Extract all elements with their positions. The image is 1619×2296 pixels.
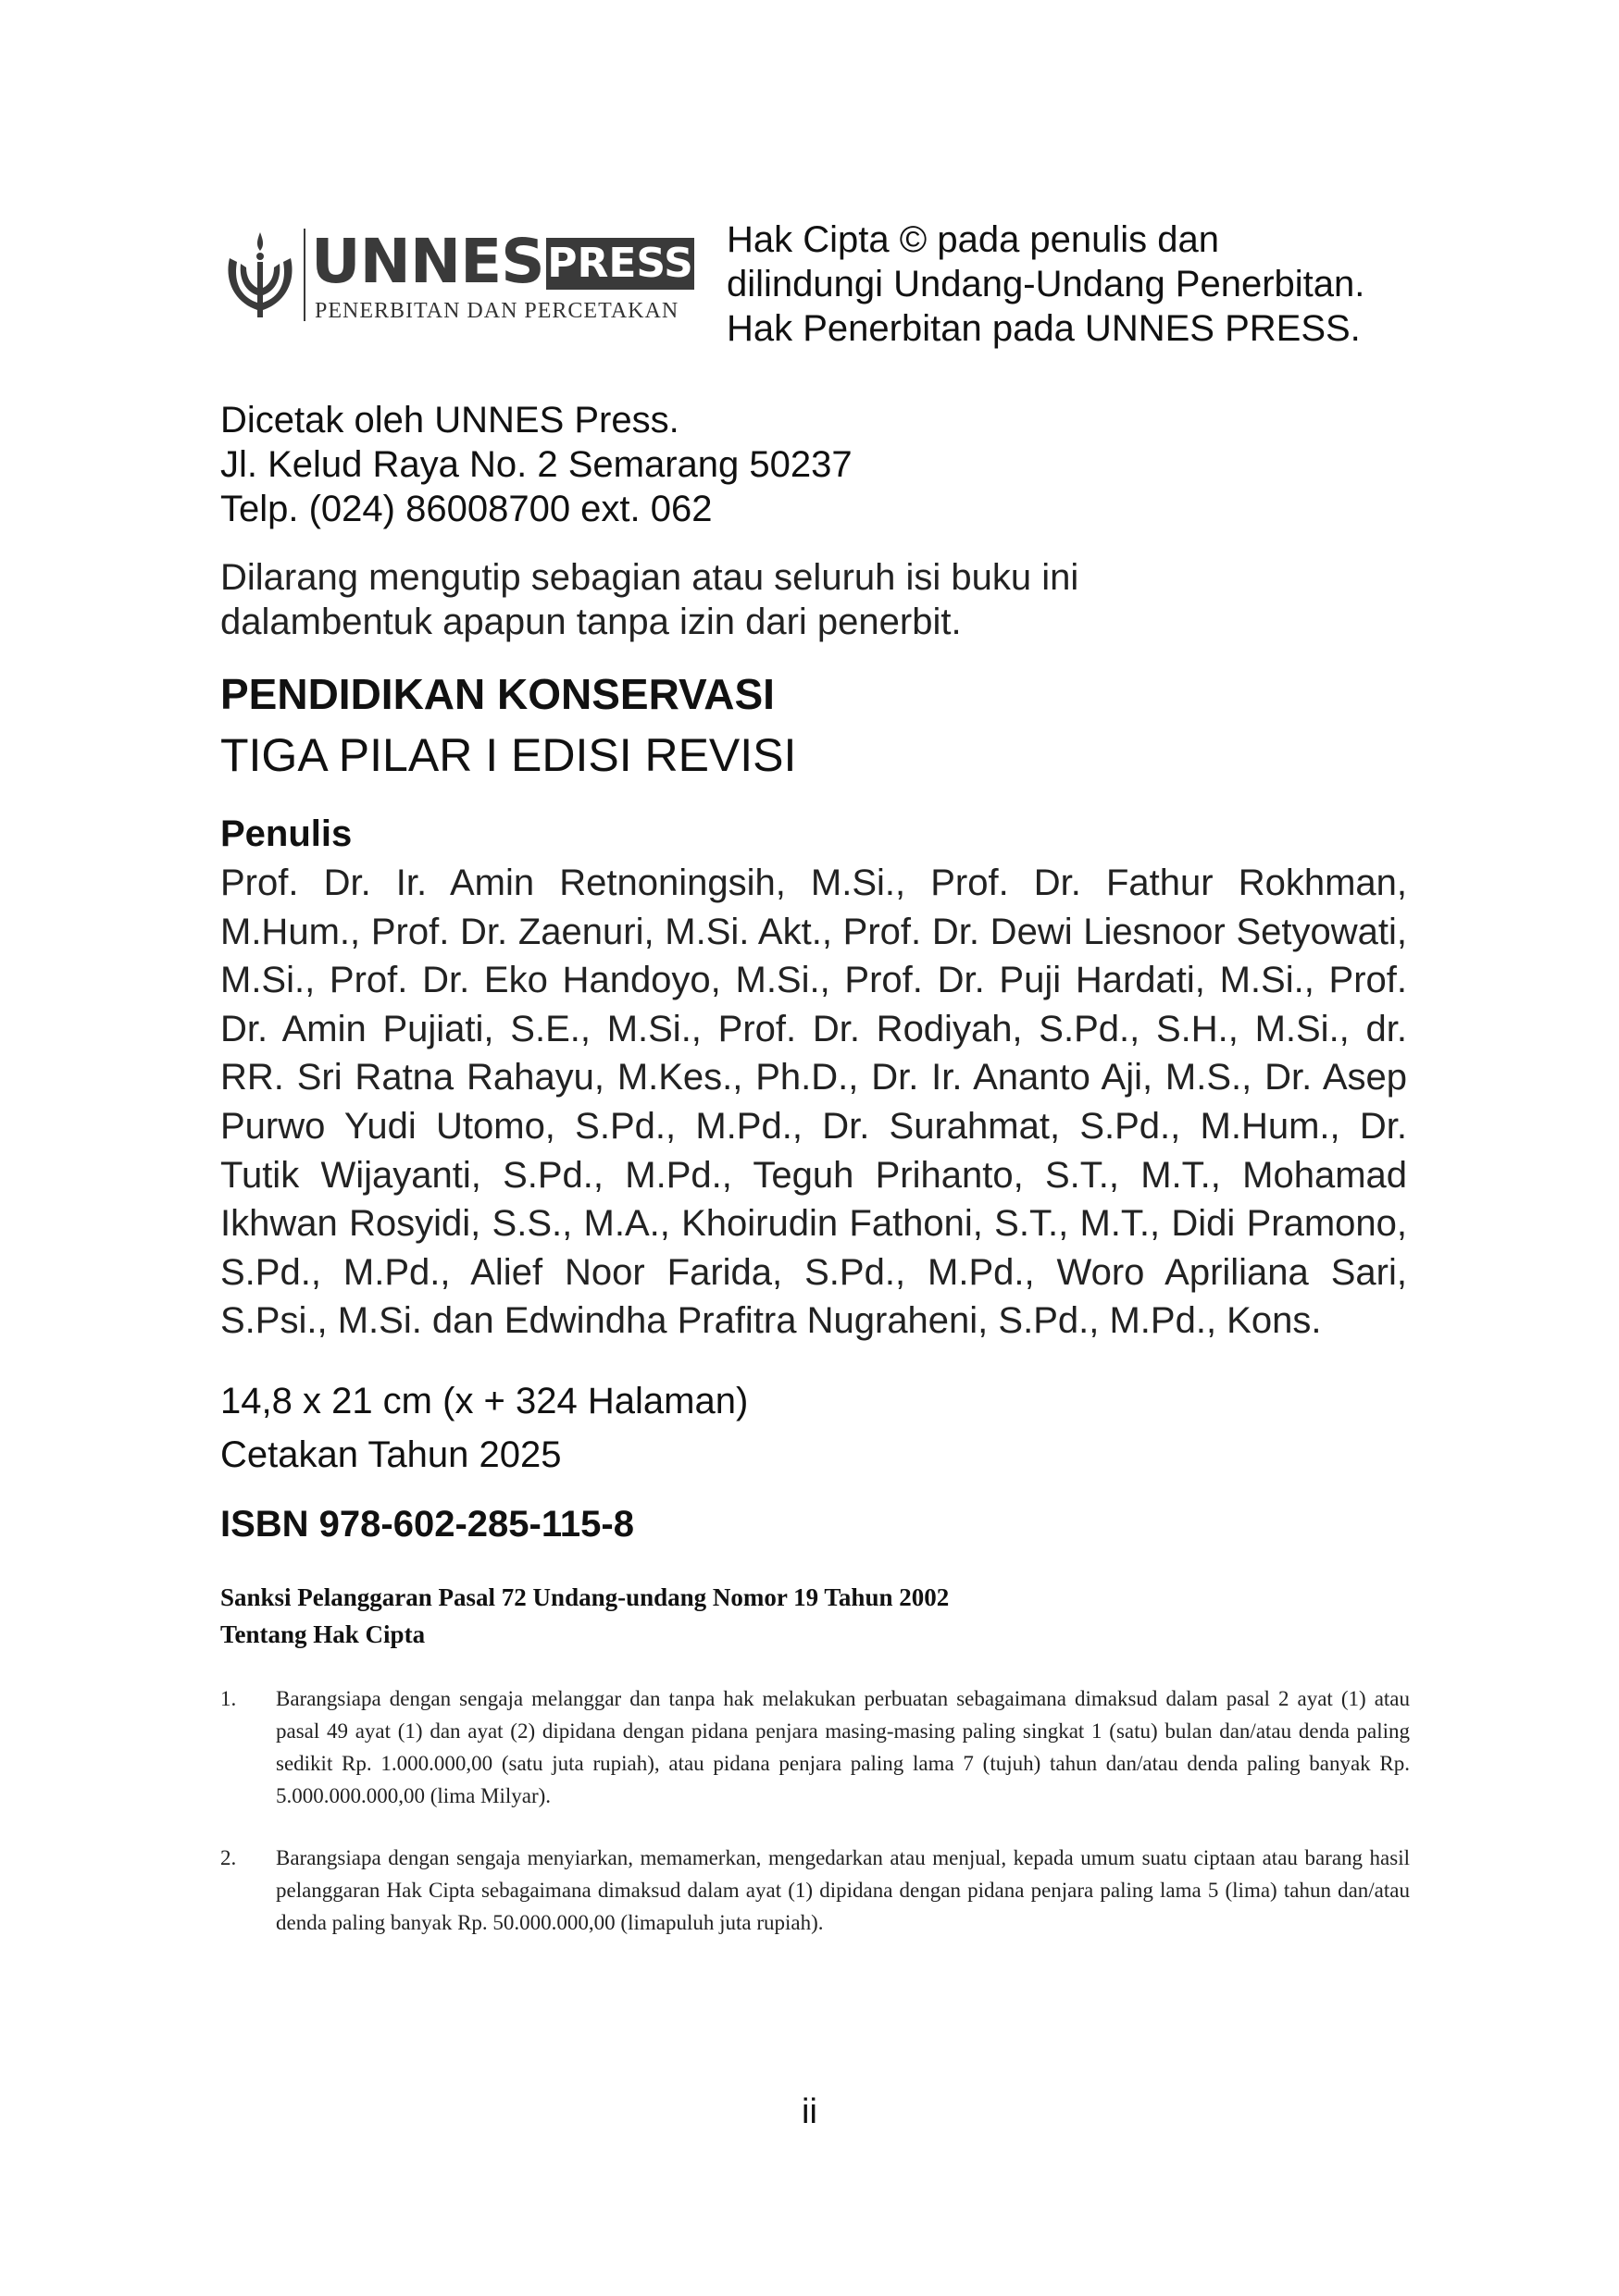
book-title: PENDIDIKAN KONSERVASI [220, 670, 775, 718]
sanctions-heading [220, 1579, 949, 1653]
logo-tagline: PENERBITAN DAN PERCETAKAN [315, 299, 679, 323]
book-subtitle: TIGA PILAR I EDISI REVISI [220, 729, 797, 781]
printer-phone: Telp. (024) 86008700 ext. 062 [220, 489, 713, 529]
printer-line: Dicetak oleh UNNES Press. [220, 400, 679, 441]
logo-divider [304, 229, 305, 321]
sanction-item-number: 1. [220, 1687, 237, 1710]
copyright-line-3: Hak Penerbitan pada UNNES PRESS. [727, 308, 1361, 349]
sanctions-heading-line-1: Sanksi Pelanggaran Pasal 72 Undang-undang Nomor 19 Tahun 2002 [220, 1583, 950, 1611]
copyright-line-1: Hak Cipta © pada penulis dan [727, 219, 1220, 260]
logo-brand: UNNES [311, 226, 544, 297]
authors-list: Prof. Dr. Ir. Amin Retnoningsih, M.Si., Prof. Dr. Fathur Rokhman, M.Hum., Prof. Dr. Zaenuri, M.Si. Akt., Prof. Dr. Dewi Liesnoor Setyowati, M.Si., Prof. Dr. Eko Handoyo, M.Si., Prof. Dr. Puji Hardati, M.Si., Prof. Dr. Amin Pujiati, S.E., M.Si., Prof. Dr. Rodiyah, S.Pd., S.H., M.Si., dr. RR. Sri Ratna Rahayu, M.Kes., Ph.D., Dr. Ir. Ananto Aji, M.S., Dr. Asep Purwo Yudi Utomo, S.Pd., M.Pd., Dr. Surahmat, S.Pd., M.Hum., Dr. Tutik Wijayanti, S.Pd., M.Pd., Teguh Prihanto, S.T., M.T., Mohamad Ikhwan Rosyidi, S.S., M.A., Khoirudin Fathoni, S.T., M.T., Didi Pramono, S.Pd., M.Pd., Alief Noor Farida, S.Pd., M.Pd., Woro Apriliana Sari, S.Psi., M.Si. dan Edwindha Prafitra Nugraheni, S.Pd., M.Pd., Kons. [220, 863, 1407, 1342]
publisher-logo [222, 225, 694, 327]
sanction-item-text: Barangsiapa dengan sengaja melanggar dan tanpa hak melakukan perbuatan sebagaimana dimaksud dalam pasal 2 ayat (1) atau pasal 49 ayat (1) dan ayat (2) dipidana dengan pidana penjara masing-masing paling singkat 1 (satu) bulan dan/atau denda paling sedikit Rp. 1.000.000,00 (satu juta rupiah), atau pidana penjara paling lama 7 (tujuh) tahun dan/atau denda paling banyak Rp. 5.000.000.000,00 (lima Milyar). [276, 1687, 1410, 1807]
prohibition-line-2: dalambentuk apapun tanpa izin dari penerbit. [220, 602, 962, 642]
sanction-item-number: 2. [220, 1846, 237, 1869]
page-number: ii [802, 2092, 817, 2131]
prohibition-notice [220, 555, 1078, 644]
sanction-item-text: Barangsiapa dengan sengaja menyiarkan, memamerkan, mengedarkan atau menjual, kepada umum suatu ciptaan atau barang hasil pelanggaran Hak Cipta sebagaimana dimaksud dalam ayat (1) dipidana dengan pidana penjara paling lama 5 (lima) tahun dan/atau denda paling banyak Rp. 50.000.000,00 (limapuluh juta rupiah). [276, 1846, 1410, 1934]
copyright-notice [727, 217, 1364, 351]
logo-brand-suffix: PRESS [546, 238, 694, 290]
prohibition-line-1: Dilarang mengutip sebagian atau seluruh isi buku ini [220, 557, 1079, 598]
copyright-line-2: dilindungi Undang-Undang Penerbitan. [727, 264, 1365, 304]
logo-emblem-icon [222, 230, 298, 323]
authors-heading: Penulis [220, 813, 353, 854]
isbn: ISBN 978-602-285-115-8 [220, 1504, 634, 1545]
printer-info [220, 398, 853, 531]
book-details [220, 1374, 748, 1482]
sanction-item [220, 1682, 1410, 1821]
print-year: Cetakan Tahun 2025 [220, 1434, 562, 1475]
book-size: 14,8 x 21 cm (x + 324 Halaman) [220, 1381, 749, 1421]
printer-address: Jl. Kelud Raya No. 2 Semarang 50237 [220, 444, 853, 485]
sanctions-heading-line-2: Tentang Hak Cipta [220, 1620, 426, 1648]
sanction-item [220, 1842, 1410, 1943]
